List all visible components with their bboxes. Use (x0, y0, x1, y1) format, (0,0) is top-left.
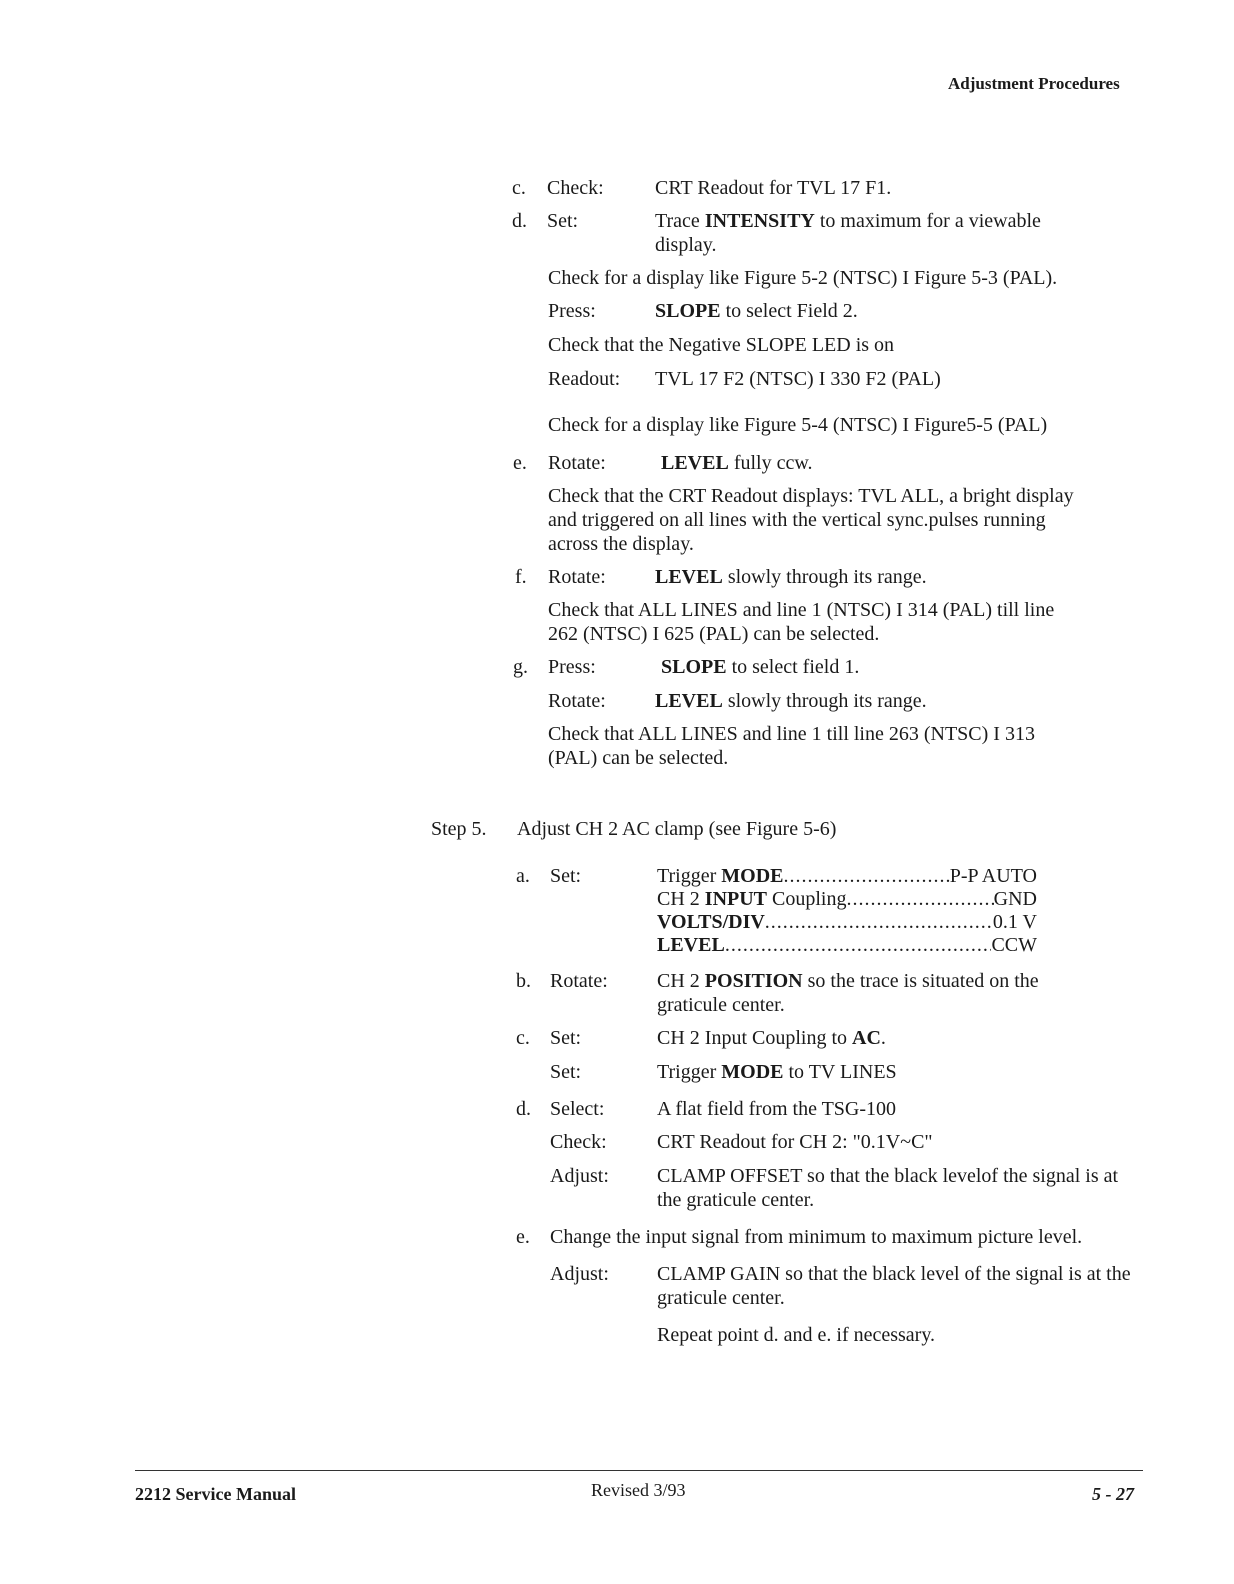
step5-c-label: Set: (550, 1027, 582, 1049)
item-d-check-1: Check for a display like Figure 5-2 (NTSC) I Figure 5-3 (PAL). (548, 267, 1058, 289)
step5-d-letter: d. (516, 1098, 531, 1120)
step5-d-check-label: Check: (550, 1131, 607, 1153)
step5-d-adjust-text: CLAMP OFFSET so that the black levelof the signal is at the graticule center. (657, 1165, 1119, 1211)
item-f-check: Check that ALL LINES and line 1 (NTSC) I 314 (PAL) till line 262 (NTSC) I 625 (PAL) can be selected. (548, 599, 1055, 645)
item-d-press-label: Press: (548, 300, 596, 322)
item-d-text: Trace INTENSITY to maximum for a viewable display. (655, 210, 1041, 256)
footer-revision: Revised 3/93 (591, 1480, 686, 1500)
item-g-label: Press: (548, 656, 596, 678)
item-d-readout-label: Readout: (548, 368, 621, 390)
step5-b-label: Rotate: (550, 970, 608, 992)
step5-a-label: Set: (550, 865, 582, 887)
item-g-check: Check that ALL LINES and line 1 till line 263 (NTSC) I 313 (PAL) can be selected. (548, 723, 1035, 769)
footer-page-number: 5 - 27 (1092, 1484, 1134, 1504)
step5-d-adjust-label: Adjust: (550, 1165, 609, 1187)
item-g-letter: g. (513, 656, 528, 678)
item-g-rotate-text: LEVEL slowly through its range. (655, 690, 927, 712)
item-e-label: Rotate: (548, 452, 606, 474)
setting-row-ch2-input: CH 2 INPUT Coupling ..... GND (657, 887, 1037, 911)
step5-e-adjust-text: CLAMP GAIN so that the black level of the signal is at the graticule center. (657, 1263, 1131, 1309)
step5-b-text: CH 2 POSITION so the trace is situated on the graticule center. (657, 970, 1039, 1016)
item-g-text: SLOPE to select field 1. (661, 656, 860, 678)
step5-c-text: CH 2 Input Coupling to AC. (657, 1027, 886, 1049)
step5-c2-label: Set: (550, 1061, 582, 1083)
item-e-text: LEVEL fully ccw. (661, 452, 813, 474)
item-c-text: CRT Readout for TVL 17 F1. (655, 177, 892, 199)
running-header: Adjustment Procedures (948, 74, 1120, 93)
item-g-rotate-label: Rotate: (548, 690, 606, 712)
item-d-check-2: Check that the Negative SLOPE LED is on (548, 334, 895, 356)
item-c-letter: c. (512, 177, 526, 199)
footer-rule (135, 1470, 1143, 1471)
step5-e-letter: e. (516, 1226, 530, 1248)
item-d-readout-text: TVL 17 F2 (NTSC) I 330 F2 (PAL) (655, 368, 941, 390)
item-c-label: Check: (547, 177, 604, 199)
item-d-press-text: SLOPE to select Field 2. (655, 300, 858, 322)
step5-e-repeat: Repeat point d. and e. if necessary. (657, 1324, 936, 1346)
step5-d-label: Select: (550, 1098, 605, 1120)
setting-row-volts-div: VOLTS/DIV ..... 0.1 V (657, 910, 1037, 934)
step5-b-letter: b. (516, 970, 531, 992)
item-f-text: LEVEL slowly through its range. (655, 566, 927, 588)
step5-c2-text: Trigger MODE to TV LINES (657, 1061, 897, 1083)
setting-row-level: LEVEL ..... CCW (657, 933, 1037, 957)
step5-c-letter: c. (516, 1027, 530, 1049)
setting-row-trigger-mode: Trigger MODE ..... P-P AUTO (657, 864, 1037, 888)
step5-d-text: A flat field from the TSG-100 (657, 1098, 897, 1120)
step5-title: Adjust CH 2 AC clamp (see Figure 5-6) (517, 818, 837, 840)
step5-e-adjust-label: Adjust: (550, 1263, 609, 1285)
footer-manual-title: 2212 Service Manual (135, 1484, 296, 1504)
step5-a-letter: a. (516, 865, 530, 887)
step5-d-check-text: CRT Readout for CH 2: "0.1V~C" (657, 1131, 933, 1153)
item-e-check: Check that the CRT Readout displays: TVL ALL, a bright display and triggered on all lines with the vertical sync.pulses running across the display. (548, 485, 1074, 555)
item-d-letter: d. (512, 210, 527, 232)
item-f-letter: f. (515, 566, 527, 588)
item-d-check-3: Check for a display like Figure 5-4 (NTSC) I Figure5-5 (PAL) (548, 414, 1048, 436)
step5-label: Step 5. (431, 818, 487, 840)
item-d-label: Set: (547, 210, 579, 232)
item-e-letter: e. (513, 452, 527, 474)
step5-e-text: Change the input signal from minimum to maximum picture level. (550, 1226, 1083, 1248)
item-f-label: Rotate: (548, 566, 606, 588)
